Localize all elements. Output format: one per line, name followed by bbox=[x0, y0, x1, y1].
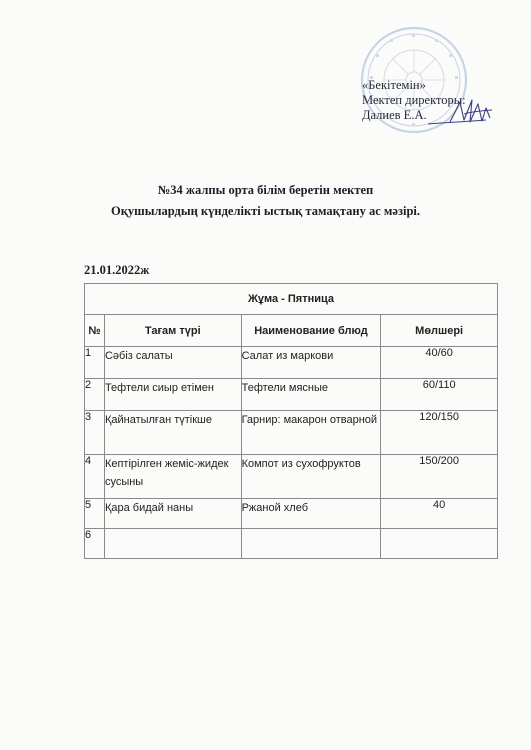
dish-ru: Гарнир: макарон отварной bbox=[241, 411, 381, 455]
day-row bbox=[85, 284, 498, 315]
row-num: 6 bbox=[85, 529, 105, 559]
row-num: 4 bbox=[85, 455, 105, 499]
dish-ru: Ржаной хлеб bbox=[241, 499, 381, 529]
dish-kz: Қара бидай наны bbox=[104, 499, 241, 529]
row-num: 2 bbox=[85, 379, 105, 411]
approval-position: Мектеп директоры: bbox=[362, 93, 466, 107]
header-amount: Мөлшері bbox=[381, 315, 498, 347]
dish-ru: Салат из маркови bbox=[241, 347, 381, 379]
dish-ru: Тефтели мясные bbox=[241, 379, 381, 411]
header-num: № bbox=[85, 315, 105, 347]
dish-kz: Қайнатылған түтікше bbox=[104, 411, 241, 455]
header-ru: Наименование блюд bbox=[241, 315, 381, 347]
dish-kz: Кептірілген жеміс-жидек сусыны bbox=[104, 455, 241, 499]
approval-heading: «Бекітемін» bbox=[362, 78, 426, 92]
row-num: 5 bbox=[85, 499, 105, 529]
dish-amount: 40 bbox=[381, 499, 498, 529]
dish-ru bbox=[241, 529, 381, 559]
dish-amount bbox=[381, 529, 498, 559]
row-num: 3 bbox=[85, 411, 105, 455]
dish-amount: 40/60 bbox=[381, 347, 498, 379]
day-label: Жұма - Пятница bbox=[85, 284, 498, 315]
menu-title: Оқушылардың күнделікті ыстық тамақтану ас мәзірі. bbox=[110, 204, 420, 218]
menu-date: 21.01.2022ж bbox=[84, 263, 150, 277]
dish-kz: Сәбіз салаты bbox=[104, 347, 241, 379]
table-row bbox=[85, 499, 498, 529]
header-row bbox=[85, 315, 498, 347]
table-row bbox=[85, 455, 498, 499]
school-title: №34 жалпы орта білім беретін мектеп bbox=[157, 183, 374, 197]
dish-amount: 120/150 bbox=[381, 411, 498, 455]
table-row bbox=[85, 411, 498, 455]
dish-amount: 150/200 bbox=[381, 455, 498, 499]
approval-name: Далиев Е.А. bbox=[362, 108, 427, 122]
dish-kz bbox=[104, 529, 241, 559]
dish-kz: Тефтели сиыр етімен bbox=[104, 379, 241, 411]
table-row bbox=[85, 529, 498, 559]
header-kz: Тағам түрі bbox=[104, 315, 241, 347]
table-row bbox=[85, 379, 498, 411]
table-row bbox=[85, 347, 498, 379]
dish-ru: Компот из сухофруктов bbox=[241, 455, 381, 499]
row-num: 1 bbox=[85, 347, 105, 379]
director-signature bbox=[420, 96, 500, 130]
dish-amount: 60/110 bbox=[381, 379, 498, 411]
menu-table bbox=[84, 283, 498, 559]
